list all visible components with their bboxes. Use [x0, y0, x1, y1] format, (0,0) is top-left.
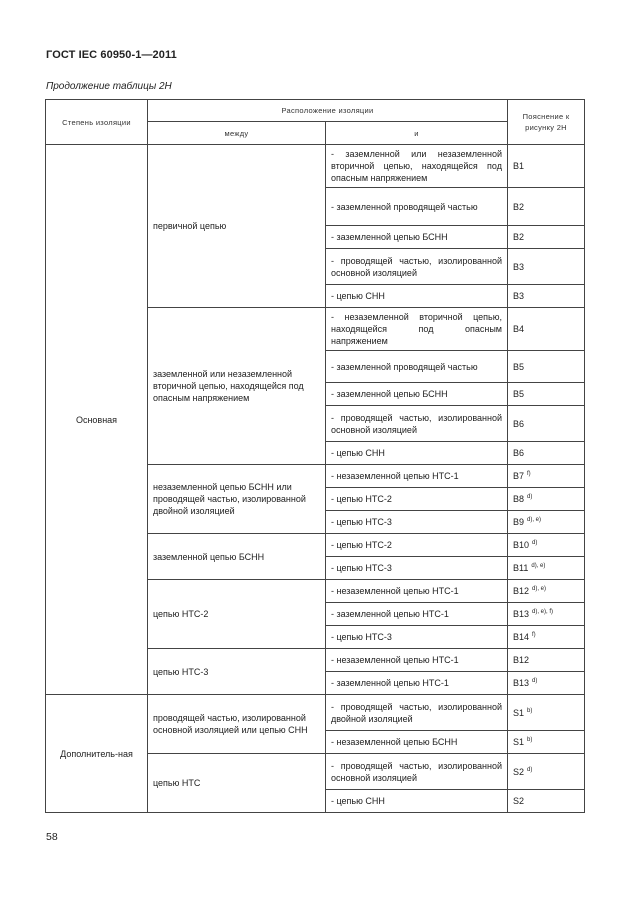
figure-ref: B6	[513, 418, 525, 429]
figure-ref: B1	[513, 161, 525, 171]
and-cell: - заземленной цепью НТС-1	[326, 672, 508, 695]
degree-cell-basic: Основная	[46, 145, 148, 695]
footnote-ref: d)	[527, 766, 533, 773]
figure-ref: B12	[513, 586, 530, 596]
explanation-cell	[508, 672, 585, 695]
explanation-cell	[508, 226, 585, 249]
header-and: и	[326, 122, 508, 145]
and-cell: - цепью НТС-3	[326, 511, 508, 534]
explanation-cell	[508, 406, 585, 442]
footnote-ref: d), e)	[527, 517, 542, 523]
explanation-cell	[508, 695, 585, 731]
and-cell: - проводящей частью, изолированной основной изоляцией	[326, 754, 508, 790]
between-cell: цепью НТС	[148, 754, 326, 813]
and-cell: - заземленной или незаземленной вторичной цепью, находящейся под опасным напряжением	[326, 145, 508, 188]
document-code: ГОСТ IEC 60950-1—2011	[46, 49, 177, 61]
figure-ref: B4	[513, 324, 525, 334]
between-cell: цепью НТС-3	[148, 649, 326, 695]
explanation-cell	[508, 285, 585, 308]
figure-ref: S2	[513, 796, 525, 806]
table-row	[46, 145, 585, 188]
and-cell: - незаземленной цепью НТС-1	[326, 465, 508, 488]
figure-ref: S1	[513, 737, 525, 747]
between-cell: заземленной или незаземленной вторичной цепью, находящейся под опасным напряжением	[148, 308, 326, 465]
header-degree: Степень изоляции	[46, 100, 148, 145]
explanation-cell	[508, 603, 585, 626]
table-row	[46, 695, 585, 731]
and-cell: - незаземленной вторичной цепью, находящейся под опасным напряжением	[326, 308, 508, 351]
and-cell: - проводящей частью, изолированной основной изоляцией	[326, 249, 508, 285]
and-cell: - цепью НТС-2	[326, 488, 508, 511]
explanation-cell	[508, 754, 585, 790]
explanation-cell	[508, 511, 585, 534]
explanation-cell	[508, 626, 585, 649]
and-cell: - проводящей частью, изолированной основной изоляцией	[326, 406, 508, 442]
figure-ref: B11	[513, 563, 529, 573]
between-cell: первичной цепью	[148, 145, 326, 308]
and-cell: - цепью СНН	[326, 442, 508, 465]
and-cell: - незаземленной цепью НТС-1	[326, 580, 508, 603]
and-cell: - заземленной проводящей частью	[326, 188, 508, 226]
figure-ref: B14	[513, 632, 530, 642]
figure-ref: B3	[513, 291, 525, 301]
explanation-cell	[508, 249, 585, 285]
footnote-ref: b)	[527, 707, 533, 714]
explanation-cell	[508, 351, 585, 383]
degree-cell-additional: Дополнитель-ная	[46, 695, 148, 813]
insulation-table	[45, 99, 585, 813]
footnote-ref: f)	[527, 471, 531, 477]
between-cell: незаземленной цепью БСНН или проводящей частью, изолированной двойной изоляцией	[148, 465, 326, 534]
footnote-ref: d), e)	[532, 586, 547, 592]
header-between: между	[148, 122, 326, 145]
between-cell: заземленной цепью БСНН	[148, 534, 326, 580]
between-cell: цепью НТС-2	[148, 580, 326, 649]
header-location: Расположение изоляции	[148, 100, 508, 122]
figure-ref: B5	[513, 361, 525, 372]
figure-ref: B8	[513, 494, 525, 504]
and-cell: - заземленной проводящей частью	[326, 351, 508, 383]
explanation-cell	[508, 731, 585, 754]
and-cell: - цепью СНН	[326, 285, 508, 308]
figure-ref: B13	[513, 609, 530, 619]
figure-ref: B2	[513, 201, 525, 212]
figure-ref: B3	[513, 261, 525, 272]
and-cell: - цепью НТС-2	[326, 534, 508, 557]
explanation-cell	[508, 465, 585, 488]
and-cell: - заземленной цепью БСНН	[326, 383, 508, 406]
and-cell: - незаземленной цепью НТС-1	[326, 649, 508, 672]
explanation-cell	[508, 383, 585, 406]
explanation-cell	[508, 534, 585, 557]
between-cell: проводящей частью, изолированной основной изоляцией или цепью СНН	[148, 695, 326, 754]
explanation-cell	[508, 557, 585, 580]
explanation-cell	[508, 649, 585, 672]
footnote-ref: d)	[532, 678, 538, 684]
footnote-ref: b)	[527, 737, 533, 743]
footnote-ref: d)	[532, 540, 538, 546]
footnote-ref: d), e)	[531, 563, 546, 569]
header-row	[46, 100, 585, 122]
explanation-cell	[508, 580, 585, 603]
figure-ref: B7	[513, 471, 525, 481]
and-cell: - заземленной цепью БСНН	[326, 226, 508, 249]
figure-ref: B13	[513, 678, 530, 688]
footnote-ref: d), e), f)	[532, 609, 554, 615]
figure-ref: S1	[513, 707, 525, 718]
explanation-cell	[508, 442, 585, 465]
and-cell: - проводящей частью, изолированной двойной изоляцией	[326, 695, 508, 731]
figure-ref: B9	[513, 517, 525, 527]
figure-ref: B2	[513, 232, 525, 242]
and-cell: - незаземленной цепью БСНН	[326, 731, 508, 754]
and-cell: - цепью НТС-3	[326, 557, 508, 580]
figure-ref: B6	[513, 448, 525, 458]
table-caption: Продолжение таблицы 2Н	[46, 81, 172, 92]
explanation-cell	[508, 188, 585, 226]
figure-ref: B5	[513, 389, 525, 399]
page-number: 58	[46, 831, 58, 843]
explanation-cell	[508, 308, 585, 351]
figure-ref: B10	[513, 540, 530, 550]
explanation-cell	[508, 488, 585, 511]
figure-ref: B12	[513, 655, 530, 665]
explanation-cell	[508, 145, 585, 188]
explanation-cell	[508, 790, 585, 813]
and-cell: - заземленной цепью НТС-1	[326, 603, 508, 626]
footnote-ref: f)	[532, 632, 536, 638]
and-cell: - цепью СНН	[326, 790, 508, 813]
and-cell: - цепью НТС-3	[326, 626, 508, 649]
figure-ref: S2	[513, 766, 525, 777]
header-explanation: Пояснение к рисунку 2Н	[508, 100, 585, 145]
footnote-ref: d)	[527, 494, 533, 500]
